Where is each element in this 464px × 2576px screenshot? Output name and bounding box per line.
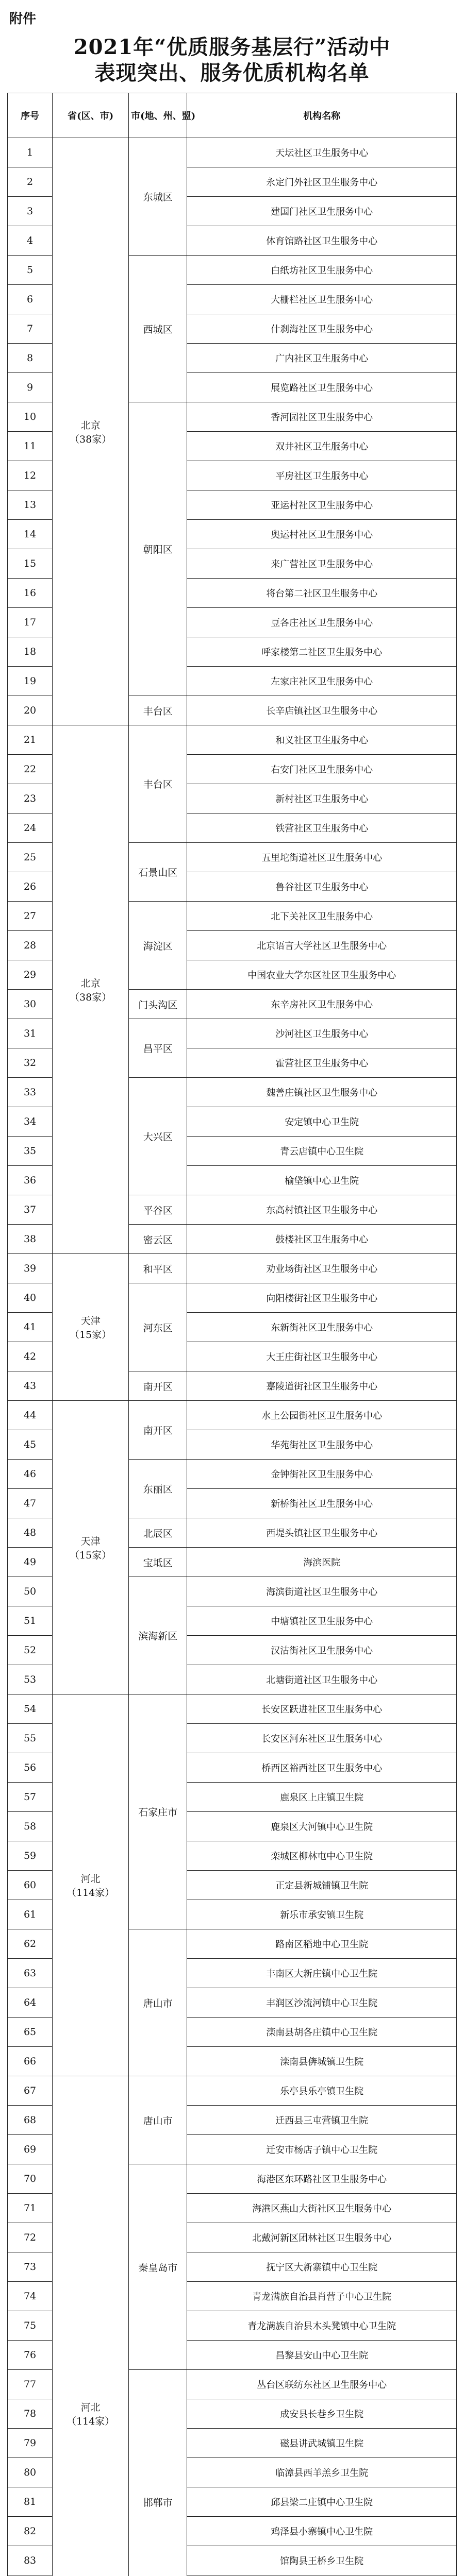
city-cell: 丰台区 <box>129 696 187 725</box>
institution-name: 中国农业大学东区社区卫生服务中心 <box>187 960 457 990</box>
table-row <box>8 1254 457 1283</box>
province-cell: 北京 （38家） <box>53 725 129 1254</box>
institution-name: 海港区燕山大街社区卫生服务中心 <box>187 2194 457 2223</box>
row-number: 67 <box>8 2076 53 2106</box>
row-number: 58 <box>8 1812 53 1841</box>
table-row <box>8 1401 457 1430</box>
row-number: 35 <box>8 1137 53 1166</box>
institution-name: 天坛社区卫生服务中心 <box>187 138 457 167</box>
institution-name: 临漳县西羊羔乡卫生院 <box>187 2458 457 2487</box>
city-cell: 河东区 <box>129 1283 187 1371</box>
row-number: 82 <box>8 2517 53 2546</box>
row-number: 11 <box>8 432 53 461</box>
row-number: 81 <box>8 2487 53 2517</box>
city-cell: 丰台区 <box>129 725 187 843</box>
row-number: 41 <box>8 1313 53 1342</box>
province-cell: 河北 （114家） <box>53 2076 129 2576</box>
city-cell: 宝坻区 <box>129 1548 187 1577</box>
row-number: 7 <box>8 314 53 344</box>
row-number: 16 <box>8 579 53 608</box>
document-title-line-1: 2021年“优质服务基层行”活动中 <box>73 35 391 59</box>
city-cell: 南开区 <box>129 1401 187 1460</box>
row-number: 33 <box>8 1078 53 1107</box>
row-number: 24 <box>8 814 53 843</box>
city-cell: 北辰区 <box>129 1518 187 1548</box>
institution-name: 香河园社区卫生服务中心 <box>187 402 457 432</box>
province-cell: 天津 （15家） <box>53 1401 129 1694</box>
institution-name: 桥西区裕西社区卫生服务中心 <box>187 1753 457 1783</box>
institution-name: 迁西县三屯营镇卫生院 <box>187 2106 457 2135</box>
row-number: 56 <box>8 1753 53 1783</box>
city-cell: 大兴区 <box>129 1078 187 1195</box>
row-number: 52 <box>8 1636 53 1665</box>
table-row <box>8 138 457 167</box>
city-cell: 朝阳区 <box>129 402 187 696</box>
row-number: 44 <box>8 1401 53 1430</box>
row-number: 15 <box>8 549 53 579</box>
institution-name: 鲁谷社区卫生服务中心 <box>187 872 457 902</box>
row-number: 10 <box>8 402 53 432</box>
row-number: 26 <box>8 872 53 902</box>
row-number: 12 <box>8 461 53 490</box>
row-number: 43 <box>8 1371 53 1401</box>
institution-name: 广内社区卫生服务中心 <box>187 344 457 373</box>
city-cell: 唐山市 <box>129 2076 187 2164</box>
city-cell: 门头沟区 <box>129 990 187 1019</box>
row-number: 68 <box>8 2106 53 2135</box>
row-number: 79 <box>8 2429 53 2458</box>
row-number: 46 <box>8 1460 53 1489</box>
institution-name: 平房社区卫生服务中心 <box>187 461 457 490</box>
row-number: 55 <box>8 1724 53 1753</box>
institution-name: 长辛店镇社区卫生服务中心 <box>187 696 457 725</box>
row-number: 20 <box>8 696 53 725</box>
row-number: 13 <box>8 490 53 520</box>
institution-name: 抚宁区大新寨镇中心卫生院 <box>187 2252 457 2282</box>
institution-name: 嘉陵道街社区卫生服务中心 <box>187 1371 457 1401</box>
row-number: 18 <box>8 637 53 667</box>
row-number: 36 <box>8 1166 53 1195</box>
city-cell: 密云区 <box>129 1225 187 1254</box>
row-number: 27 <box>8 902 53 931</box>
row-number: 5 <box>8 256 53 285</box>
institution-name: 双井社区卫生服务中心 <box>187 432 457 461</box>
institution-name: 北下关社区卫生服务中心 <box>187 902 457 931</box>
row-number: 30 <box>8 990 53 1019</box>
institution-name: 豆各庄社区卫生服务中心 <box>187 608 457 637</box>
row-number: 1 <box>8 138 53 167</box>
row-number: 77 <box>8 2370 53 2399</box>
institution-name: 乐亭县乐亭镇卫生院 <box>187 2076 457 2106</box>
institution-name: 沙河社区卫生服务中心 <box>187 1019 457 1048</box>
institution-name: 海港区东环路社区卫生服务中心 <box>187 2164 457 2194</box>
header-institution-name: 机构名称 <box>187 93 457 138</box>
row-number: 57 <box>8 1783 53 1812</box>
institution-name: 栾城区柳林屯中心卫生院 <box>187 1841 457 1871</box>
row-number: 3 <box>8 197 53 226</box>
row-number: 47 <box>8 1489 53 1518</box>
row-number: 75 <box>8 2311 53 2341</box>
table-row <box>8 2076 457 2106</box>
row-number: 19 <box>8 667 53 696</box>
row-number: 53 <box>8 1665 53 1694</box>
city-cell: 平谷区 <box>129 1195 187 1225</box>
row-number: 50 <box>8 1577 53 1606</box>
institution-name: 磁县讲武城镇卫生院 <box>187 2429 457 2458</box>
city-cell: 邯郸市 <box>129 2370 187 2576</box>
institution-name: 展览路社区卫生服务中心 <box>187 373 457 402</box>
institution-name: 东辛房社区卫生服务中心 <box>187 990 457 1019</box>
institution-list-table <box>7 93 457 2576</box>
institution-name: 体育馆路社区卫生服务中心 <box>187 226 457 256</box>
row-number: 62 <box>8 1929 53 1959</box>
institution-name: 和义社区卫生服务中心 <box>187 725 457 755</box>
institution-name: 华苑街社区卫生服务中心 <box>187 1430 457 1460</box>
institution-name: 长安区跃进社区卫生服务中心 <box>187 1694 457 1724</box>
institution-name: 馆陶县王桥乡卫生院 <box>187 2546 457 2575</box>
row-number: 37 <box>8 1195 53 1225</box>
institution-name: 长安区河东社区卫生服务中心 <box>187 1724 457 1753</box>
city-cell: 石景山区 <box>129 843 187 902</box>
institution-name: 中塘镇社区卫生服务中心 <box>187 1606 457 1636</box>
institution-name: 金钟街社区卫生服务中心 <box>187 1460 457 1489</box>
institution-name: 路南区稻地中心卫生院 <box>187 1929 457 1959</box>
row-number: 72 <box>8 2223 53 2252</box>
row-number: 63 <box>8 1959 53 1988</box>
institution-name: 北戴河新区团林社区卫生服务中心 <box>187 2223 457 2252</box>
institution-name: 青龙满族自治县肖营子中心卫生院 <box>187 2282 457 2311</box>
row-number: 8 <box>8 344 53 373</box>
institution-name: 汉沽街社区卫生服务中心 <box>187 1636 457 1665</box>
row-number: 31 <box>8 1019 53 1048</box>
table-header-row <box>8 93 457 138</box>
row-number: 21 <box>8 725 53 755</box>
city-cell: 秦皇岛市 <box>129 2164 187 2370</box>
row-number: 14 <box>8 520 53 549</box>
institution-name: 劝业场街社区卫生服务中心 <box>187 1254 457 1283</box>
header-province: 省(区、市) <box>53 93 129 138</box>
institution-name: 鼓楼社区卫生服务中心 <box>187 1225 457 1254</box>
row-number: 74 <box>8 2282 53 2311</box>
city-cell: 唐山市 <box>129 1929 187 2076</box>
city-cell: 海淀区 <box>129 902 187 990</box>
institution-name: 建国门社区卫生服务中心 <box>187 197 457 226</box>
city-cell: 东城区 <box>129 138 187 256</box>
institution-name: 新桥街社区卫生服务中心 <box>187 1489 457 1518</box>
institution-name: 榆垡镇中心卫生院 <box>187 1166 457 1195</box>
institution-name: 东高村镇社区卫生服务中心 <box>187 1195 457 1225</box>
row-number: 80 <box>8 2458 53 2487</box>
institution-name: 水上公园街社区卫生服务中心 <box>187 1401 457 1430</box>
institution-name: 来广营社区卫生服务中心 <box>187 549 457 579</box>
row-number: 71 <box>8 2194 53 2223</box>
row-number: 61 <box>8 1900 53 1929</box>
institution-name: 霍营社区卫生服务中心 <box>187 1048 457 1078</box>
institution-name: 海滨医院 <box>187 1548 457 1577</box>
row-number: 60 <box>8 1871 53 1900</box>
row-number: 59 <box>8 1841 53 1871</box>
row-number: 45 <box>8 1430 53 1460</box>
city-cell: 昌平区 <box>129 1019 187 1078</box>
row-number: 6 <box>8 285 53 314</box>
institution-name: 正定县新城铺镇卫生院 <box>187 1871 457 1900</box>
attachment-label: 附件 <box>9 11 37 27</box>
institution-name: 安定镇中心卫生院 <box>187 1107 457 1137</box>
institution-name: 迁安市杨店子镇中心卫生院 <box>187 2135 457 2164</box>
city-cell: 石家庄市 <box>129 1694 187 1929</box>
row-number: 39 <box>8 1254 53 1283</box>
institution-name: 昌黎县安山中心卫生院 <box>187 2341 457 2370</box>
row-number: 29 <box>8 960 53 990</box>
institution-name: 魏善庄镇社区卫生服务中心 <box>187 1078 457 1107</box>
row-number: 78 <box>8 2399 53 2429</box>
province-cell: 河北 （114家） <box>53 1694 129 2076</box>
institution-name: 右安门社区卫生服务中心 <box>187 755 457 784</box>
document-title-line-2: 表现突出、服务优质机构名单 <box>94 61 370 85</box>
row-number: 66 <box>8 2047 53 2076</box>
row-number: 23 <box>8 784 53 814</box>
institution-name: 丛台区联纺东社区卫生服务中心 <box>187 2370 457 2399</box>
institution-name: 滦南县倴城镇卫生院 <box>187 2047 457 2076</box>
province-cell: 北京 （38家） <box>53 138 129 725</box>
row-number: 2 <box>8 167 53 197</box>
header-number: 序号 <box>8 93 53 138</box>
row-number: 54 <box>8 1694 53 1724</box>
row-number: 9 <box>8 373 53 402</box>
row-number: 49 <box>8 1548 53 1577</box>
institution-name: 海滨街道社区卫生服务中心 <box>187 1577 457 1606</box>
province-cell: 天津 （15家） <box>53 1254 129 1401</box>
row-number: 42 <box>8 1342 53 1371</box>
city-cell: 西城区 <box>129 256 187 402</box>
row-number: 76 <box>8 2341 53 2370</box>
city-cell: 滨海新区 <box>129 1577 187 1694</box>
institution-name: 什刹海社区卫生服务中心 <box>187 314 457 344</box>
institution-name: 东新街社区卫生服务中心 <box>187 1313 457 1342</box>
institution-name: 铁营社区卫生服务中心 <box>187 814 457 843</box>
row-number: 65 <box>8 2018 53 2047</box>
institution-name: 呼家楼第二社区卫生服务中心 <box>187 637 457 667</box>
institution-name: 新乐市承安镇卫生院 <box>187 1900 457 1929</box>
row-number: 64 <box>8 1988 53 2018</box>
header-city: 市(地、州、盟) <box>129 93 187 138</box>
institution-name: 成安县长巷乡卫生院 <box>187 2399 457 2429</box>
institution-name: 奥运村社区卫生服务中心 <box>187 520 457 549</box>
institution-name: 亚运村社区卫生服务中心 <box>187 490 457 520</box>
institution-name: 鸡泽县小寨镇中心卫生院 <box>187 2517 457 2546</box>
row-number: 73 <box>8 2252 53 2282</box>
institution-name: 大栅栏社区卫生服务中心 <box>187 285 457 314</box>
row-number: 83 <box>8 2546 53 2575</box>
row-number: 25 <box>8 843 53 872</box>
table-row <box>8 1694 457 1724</box>
row-number: 38 <box>8 1225 53 1254</box>
institution-name: 白纸坊社区卫生服务中心 <box>187 256 457 285</box>
institution-name: 鹿泉区大河镇中心卫生院 <box>187 1812 457 1841</box>
institution-name: 鹿泉区上庄镇卫生院 <box>187 1783 457 1812</box>
row-number: 40 <box>8 1283 53 1313</box>
institution-name: 五里坨街道社区卫生服务中心 <box>187 843 457 872</box>
institution-name: 北塘街道社区卫生服务中心 <box>187 1665 457 1694</box>
city-cell: 和平区 <box>129 1254 187 1283</box>
institution-name: 丰润区沙流河镇中心卫生院 <box>187 1988 457 2018</box>
city-cell: 南开区 <box>129 1371 187 1401</box>
institution-name: 青龙满族自治县木头凳镇中心卫生院 <box>187 2311 457 2341</box>
institution-name: 向阳楼街社区卫生服务中心 <box>187 1283 457 1313</box>
table-row <box>8 725 457 755</box>
institution-name: 丰南区大新庄镇中心卫生院 <box>187 1959 457 1988</box>
institution-name: 滦南县胡各庄镇中心卫生院 <box>187 2018 457 2047</box>
row-number: 4 <box>8 226 53 256</box>
row-number: 70 <box>8 2164 53 2194</box>
row-number: 32 <box>8 1048 53 1078</box>
row-number: 28 <box>8 931 53 960</box>
institution-name: 左家庄社区卫生服务中心 <box>187 667 457 696</box>
institution-name: 青云店镇中心卫生院 <box>187 1137 457 1166</box>
institution-name: 永定门外社区卫生服务中心 <box>187 167 457 197</box>
institution-name: 大王庄街社区卫生服务中心 <box>187 1342 457 1371</box>
city-cell: 东丽区 <box>129 1460 187 1518</box>
row-number: 34 <box>8 1107 53 1137</box>
row-number: 17 <box>8 608 53 637</box>
row-number: 22 <box>8 755 53 784</box>
institution-name: 新村社区卫生服务中心 <box>187 784 457 814</box>
institution-name: 北京语言大学社区卫生服务中心 <box>187 931 457 960</box>
institution-name: 邱县梁二庄镇中心卫生院 <box>187 2487 457 2517</box>
row-number: 48 <box>8 1518 53 1548</box>
institution-name: 西堤头镇社区卫生服务中心 <box>187 1518 457 1548</box>
row-number: 69 <box>8 2135 53 2164</box>
row-number: 51 <box>8 1606 53 1636</box>
institution-name: 将台第二社区卫生服务中心 <box>187 579 457 608</box>
